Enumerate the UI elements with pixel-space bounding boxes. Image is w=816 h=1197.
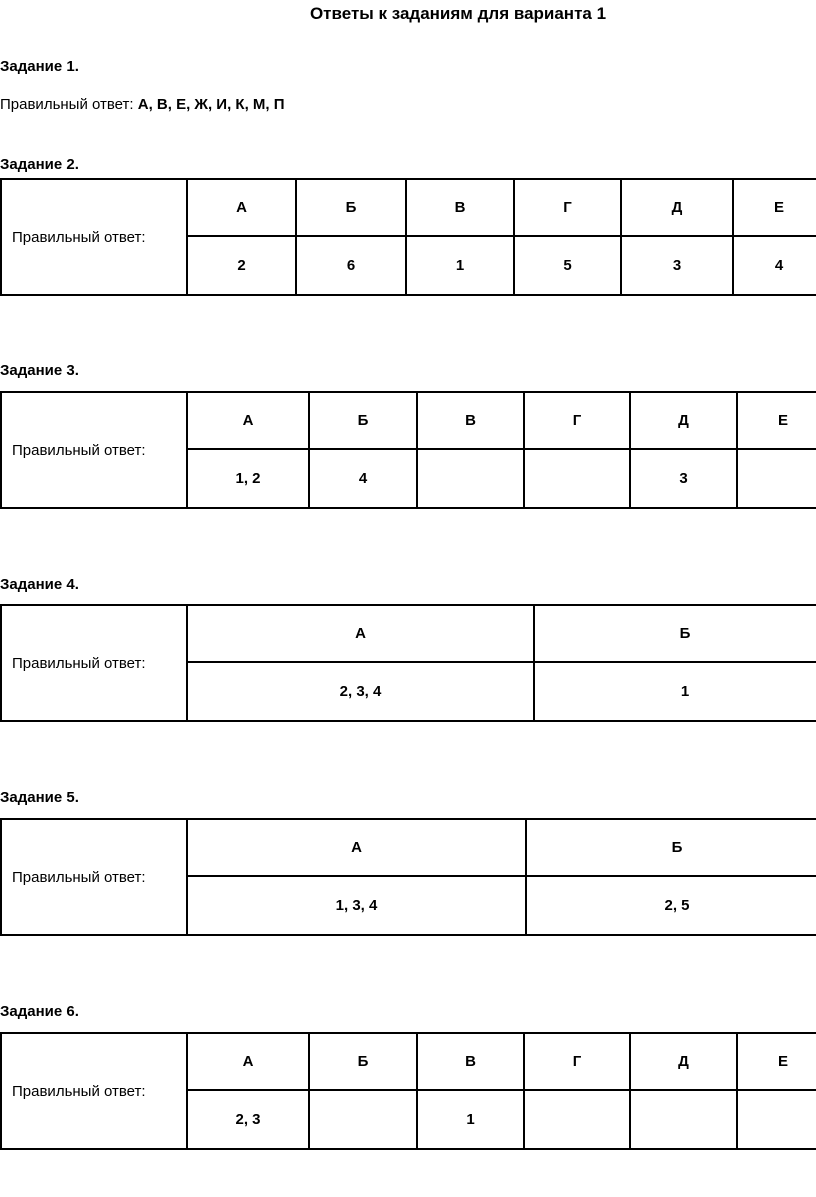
task3-value-g — [525, 450, 631, 507]
task3-header-e: Е — [738, 393, 816, 450]
task6-header-v: В — [418, 1034, 525, 1091]
task6-header-b: Б — [310, 1034, 418, 1091]
task3-value-d: 3 — [631, 450, 738, 507]
task2-header-a: А — [188, 180, 297, 237]
task6-header-g: Г — [525, 1034, 631, 1091]
task3-header-a: А — [188, 393, 310, 450]
task6-table — [0, 1032, 816, 1150]
task2-value-a: 2 — [188, 237, 297, 294]
task6-value-a: 2, 3 — [188, 1091, 310, 1148]
task3-table — [0, 391, 816, 509]
task1-answer: А, В, Е, Ж, И, К, М, П — [137, 96, 285, 113]
task4-table — [0, 604, 816, 722]
task6-value-b — [310, 1091, 418, 1148]
task4-header-b: Б — [535, 606, 816, 663]
task4-value-b: 1 — [680, 683, 690, 700]
task5-header-a: А — [188, 820, 527, 877]
task6-header-e: Е — [738, 1034, 816, 1091]
task3-header-g: Г — [525, 393, 631, 450]
page-title: Ответы к заданиям для варианта 1 — [309, 4, 607, 23]
task3-label: Задание 3. — [0, 362, 79, 379]
task3-header-d: Д — [631, 393, 738, 450]
task6-value-d — [631, 1091, 738, 1148]
task6-value-e — [738, 1091, 816, 1148]
task3-header-v: В — [418, 393, 525, 450]
task3-value-b: 4 — [310, 450, 418, 507]
task2-header-g: Г — [515, 180, 622, 237]
task6-label: Задание 6. — [0, 1003, 79, 1020]
task2-header-d: Д — [622, 180, 734, 237]
task1-answer-prefix: Правильный ответ: — [0, 96, 134, 113]
task5-value-a: 1, 3, 4 — [188, 877, 527, 934]
task6-header-d: Д — [631, 1034, 738, 1091]
task2-value-e: 4 — [774, 257, 784, 274]
task3-value-e — [738, 450, 816, 507]
task5-label: Задание 5. — [0, 789, 79, 806]
task5-table — [0, 818, 816, 936]
task5-answer-label: Правильный ответ: — [2, 820, 188, 934]
task2-value-v: 1 — [407, 237, 515, 294]
task2-header-v: В — [407, 180, 515, 237]
task2-table — [0, 178, 816, 296]
task2-header-e: Е — [734, 180, 816, 237]
task1-label: Задание 1. — [0, 58, 79, 75]
task6-value-v: 1 — [418, 1091, 525, 1148]
task6-answer-label: Правильный ответ: — [2, 1034, 188, 1148]
task1-answer-line — [0, 96, 285, 113]
task3-header-b: Б — [310, 393, 418, 450]
task3-answer-label: Правильный ответ: — [2, 393, 188, 507]
task5-value-b: 2, 5 — [664, 897, 690, 914]
task2-answer-label: Правильный ответ: — [2, 180, 188, 294]
task4-label: Задание 4. — [0, 576, 79, 593]
task3-value-a: 1, 2 — [188, 450, 310, 507]
task6-value-g — [525, 1091, 631, 1148]
task2-value-d: 3 — [622, 237, 734, 294]
task2-header-b: Б — [297, 180, 407, 237]
task6-header-a: А — [188, 1034, 310, 1091]
task2-label: Задание 2. — [0, 156, 79, 173]
task5-header-b: Б — [527, 820, 816, 877]
task4-value-a: 2, 3, 4 — [188, 663, 535, 720]
task4-answer-label: Правильный ответ: — [2, 606, 188, 720]
task3-value-v — [418, 450, 525, 507]
task2-value-g: 5 — [515, 237, 622, 294]
task2-value-b: 6 — [297, 237, 407, 294]
task4-header-a: А — [188, 606, 535, 663]
